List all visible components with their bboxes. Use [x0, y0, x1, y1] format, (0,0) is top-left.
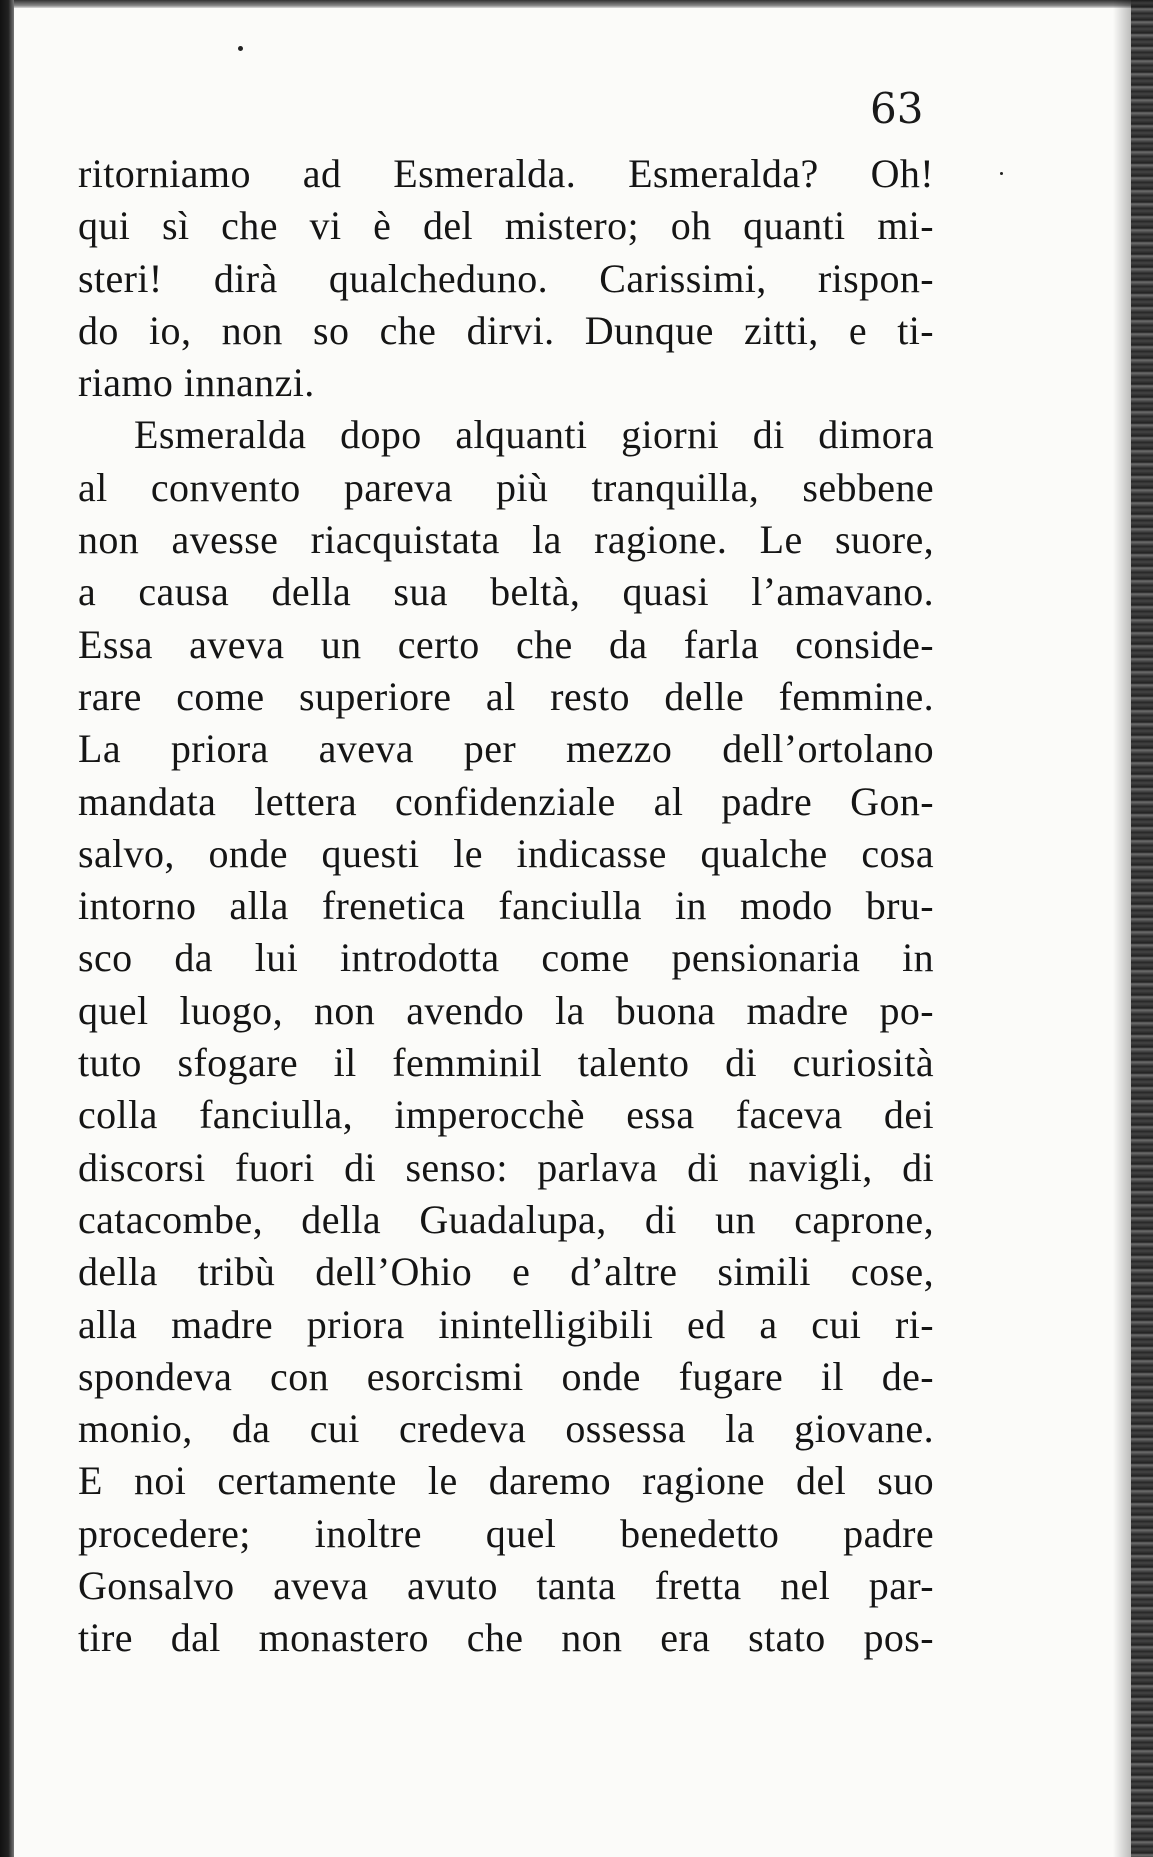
text-line: rare come superiore al resto delle femmine. [78, 673, 934, 719]
text-line: alla madre priora inintelligibili ed a cui ri- [78, 1301, 934, 1347]
text-line: catacombe, della Guadalupa, di un caprone, [78, 1196, 934, 1242]
page-number: 63 [870, 84, 924, 133]
text-line: procedere; inoltre quel benedetto padre [78, 1510, 934, 1556]
scan-edge-right [1131, 0, 1153, 1857]
text-line: steri! dirà qualcheduno. Carissimi, rispon- [78, 255, 934, 301]
scan-edge-left [0, 0, 14, 1857]
text-line: colla fanciulla, imperocchè essa faceva dei [78, 1092, 934, 1138]
paragraph-start-line: Esmeralda dopo alquanti giorni di dimora [134, 412, 934, 458]
scan-edge-top [0, 0, 1153, 8]
text-line: tuto sfogare il femminil talento di curiosità [78, 1040, 934, 1086]
text-line: E noi certamente le daremo ragione del suo [78, 1458, 934, 1504]
text-line: spondeva con esorcismi onde fugare il de- [78, 1353, 934, 1399]
text-line: mandata lettera confidenziale al padre Gon- [78, 778, 934, 824]
text-line: discorsi fuori di senso: parlava di navigli, di [78, 1144, 934, 1190]
text-line: riamo innanzi. [78, 360, 315, 406]
text-line: salvo, onde questi le indicasse qualche cosa [78, 830, 934, 876]
text-line: do io, non so che dirvi. Dunque zitti, e ti- [78, 307, 934, 353]
text-line: tire dal monastero che non era stato pos- [78, 1615, 934, 1661]
ink-speck [1000, 172, 1003, 175]
text-line: quel luogo, non avendo la buona madre po- [78, 987, 934, 1033]
text-line: Essa aveva un certo che da farla conside- [78, 621, 934, 667]
ink-speck [238, 46, 243, 51]
text-line: della tribù dell’Ohio e d’altre simili cose, [78, 1249, 934, 1295]
text-line: La priora aveva per mezzo dell’ortolano [78, 726, 934, 772]
text-line: al convento pareva più tranquilla, sebbene [78, 464, 934, 510]
scan-edge-right-shadow [1113, 0, 1131, 1857]
text-line: non avesse riacquistata la ragione. Le suore, [78, 517, 934, 563]
text-line: ritorniamo ad Esmeralda. Esmeralda? Oh! [78, 151, 934, 196]
text-line: intorno alla frenetica fanciulla in modo bru- [78, 883, 934, 929]
text-line: qui sì che vi è del mistero; oh quanti mi- [78, 203, 934, 249]
text-line: Gonsalvo aveva avuto tanta fretta nel par- [78, 1563, 934, 1609]
text-line: a causa della sua beltà, quasi l’amavano. [78, 569, 934, 615]
text-line: monio, da cui credeva ossessa la giovane. [78, 1406, 934, 1452]
body-text [78, 148, 934, 1665]
text-line: sco da lui introdotta come pensionaria in [78, 935, 934, 981]
